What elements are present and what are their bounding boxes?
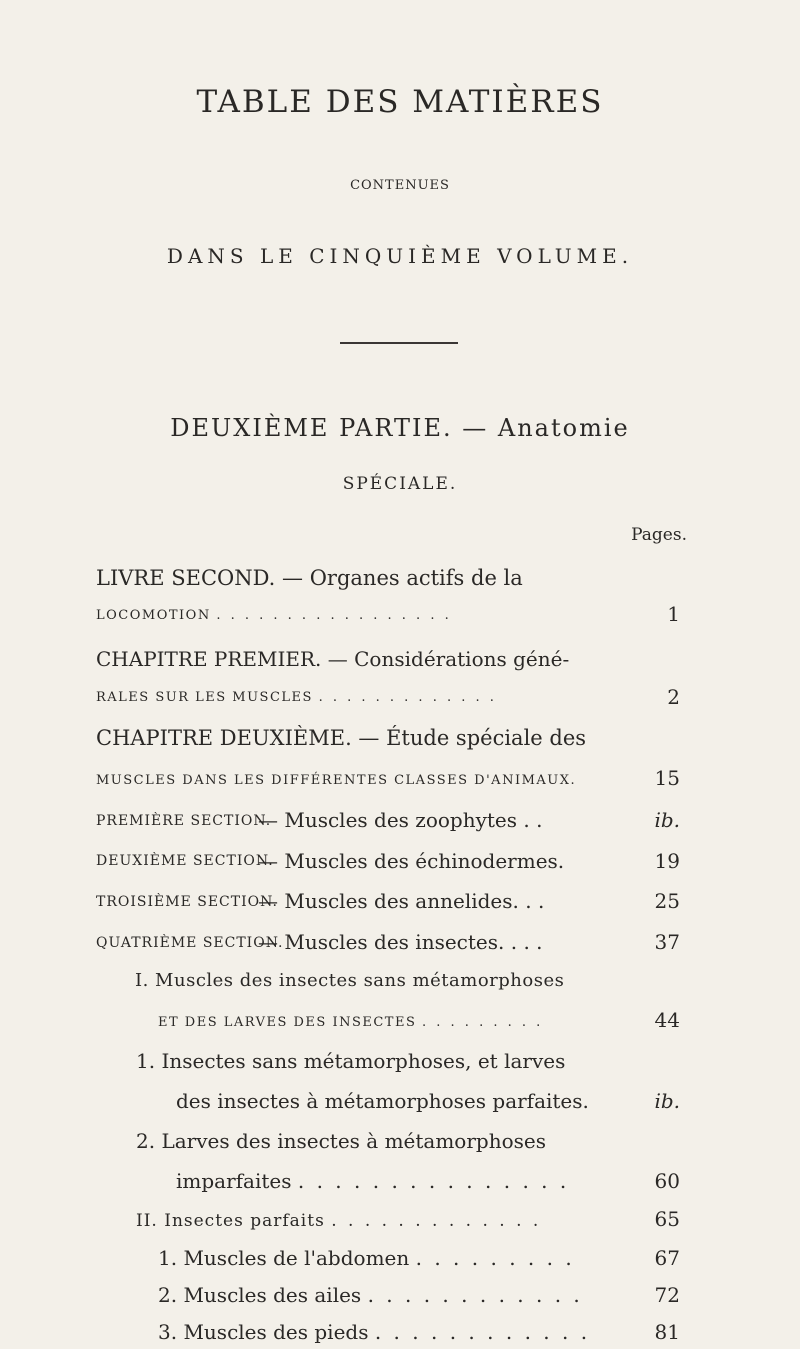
page-title: TABLE DES MATIÈRES <box>196 84 604 120</box>
toc-page-number: 2 <box>667 685 680 710</box>
part-heading-b: Anatomie <box>497 414 630 442</box>
section-label: QUATRIÈME SECTION. <box>96 935 284 952</box>
section-text: — Muscles des insectes. . . . <box>258 930 543 955</box>
toc-page-number: 72 <box>654 1283 680 1308</box>
toc-entry-line1: 3. Muscles des pieds . . . . . . . . . . . . <box>158 1319 591 1344</box>
toc-entry-line2: des insectes à métamorphoses parfaites. <box>176 1089 589 1114</box>
toc-entry-line1: II. Insectes parfaits . . . . . . . . . . . . . <box>136 1211 542 1232</box>
toc-page-number: 25 <box>654 888 680 913</box>
part-heading <box>0 414 800 442</box>
toc-entry-line2: RALES SUR LES MUSCLES . . . . . . . . . . . . . <box>96 689 497 705</box>
toc-page-number: ib. <box>654 808 680 833</box>
subtitle-contenues: CONTENUES <box>350 178 450 193</box>
toc-entry-line1: CHAPITRE PREMIER. — Considérations géné- <box>96 646 570 671</box>
section-label: DEUXIÈME SECTION. <box>96 853 274 870</box>
toc-entry-line1: LIVRE SECOND. — Organes actifs de la <box>96 565 523 590</box>
toc-page-number: ib. <box>654 1089 680 1114</box>
toc-entry-line1: 2. Larves des insectes à métamorphoses <box>136 1129 546 1154</box>
toc-page-number: 67 <box>654 1245 680 1270</box>
part-subheading: SPÉCIALE. <box>342 474 458 494</box>
toc-page-number: 1 <box>667 602 680 627</box>
subtitle-volume: DANS LE CINQUIÈME VOLUME. <box>166 244 634 268</box>
toc-entry-line1: I. Muscles des insectes sans métamorphoses <box>135 969 565 991</box>
toc-page-number: 65 <box>654 1207 680 1232</box>
pages-column-header: Pages. <box>631 525 687 545</box>
toc-page-number: 81 <box>654 1319 680 1344</box>
section-text: — Muscles des zoophytes . . <box>258 808 543 833</box>
toc-page-number: 37 <box>654 930 680 955</box>
toc-entry-line1: CHAPITRE DEUXIÈME. — Étude spéciale des <box>96 726 587 751</box>
section-text: — Muscles des annelides. . . <box>258 888 545 913</box>
divider-rule <box>340 342 458 344</box>
toc-entry-line1: 1. Insectes sans métamorphoses, et larves <box>136 1048 566 1073</box>
toc-entry-line2: LOCOMOTION . . . . . . . . . . . . . . . . . <box>96 608 452 624</box>
toc-entry-line1: 1. Muscles de l'abdomen . . . . . . . . . <box>158 1245 575 1270</box>
section-label: TROISIÈME SECTION. <box>96 893 278 910</box>
toc-page-number: 60 <box>654 1168 680 1193</box>
toc-entry-line2: ET DES LARVES DES INSECTES . . . . . . . . . <box>158 1014 544 1030</box>
section-label: PREMIÈRE SECTION. <box>96 812 272 829</box>
toc-entry-line2: imparfaites . . . . . . . . . . . . . . . <box>176 1168 570 1193</box>
toc-page-number: 15 <box>654 765 680 790</box>
toc-entry-line2: MUSCLES DANS LES DIFFÉRENTES CLASSES D'ANIMAUX. <box>96 772 577 788</box>
section-text: — Muscles des échinodermes. <box>258 848 565 873</box>
toc-page-number: 44 <box>654 1008 680 1033</box>
toc-page-number: 19 <box>654 848 680 873</box>
toc-entry-line1: 2. Muscles des ailes . . . . . . . . . . . . <box>158 1283 583 1308</box>
part-heading-a: DEUXIÈME PARTIE. — <box>170 414 498 442</box>
